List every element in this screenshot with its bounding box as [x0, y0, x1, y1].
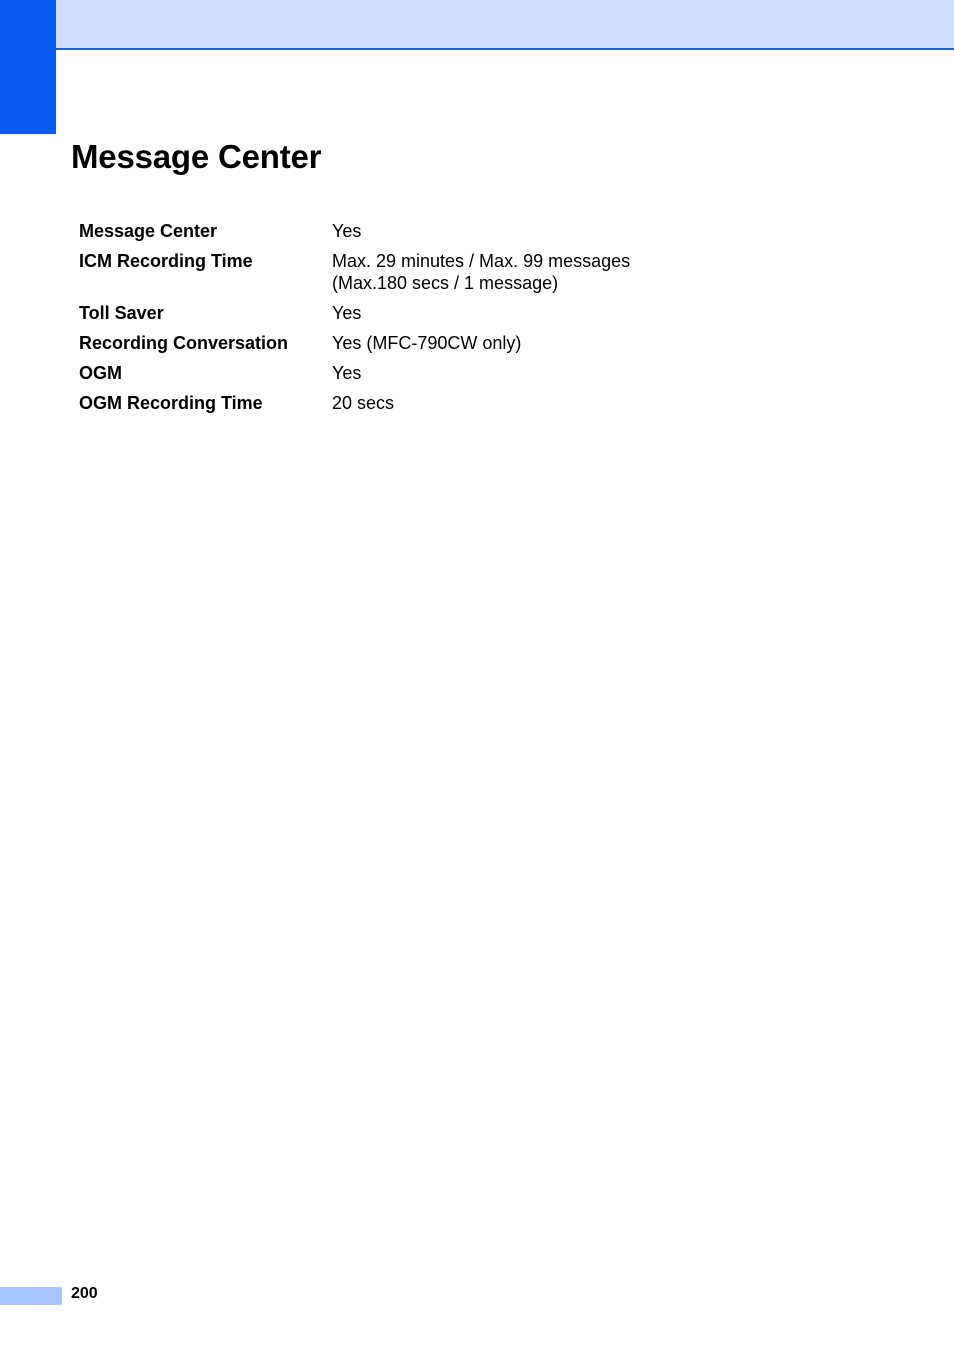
spec-label: OGM Recording Time	[79, 393, 263, 413]
spec-value: Yes	[332, 363, 362, 383]
spec-value: 20 secs	[332, 393, 395, 413]
spec-table	[79, 220, 630, 422]
spec-label: Message Center	[79, 221, 218, 241]
spec-value: Yes	[332, 221, 362, 241]
spec-row	[79, 250, 630, 302]
spec-row	[79, 362, 630, 392]
spec-label: Toll Saver	[79, 303, 164, 323]
footer-band	[0, 1287, 62, 1305]
spec-row	[79, 392, 630, 422]
spec-value: Yes	[332, 303, 362, 323]
spec-label: OGM	[79, 363, 122, 383]
header-band	[56, 0, 954, 50]
spec-label: Recording Conversation	[79, 333, 289, 353]
spec-value: Max. 29 minutes / Max. 99 messages (Max.180 secs / 1 message)	[332, 251, 631, 293]
spec-row	[79, 220, 630, 250]
spec-row	[79, 332, 630, 362]
chapter-side-tab	[0, 0, 56, 134]
spec-label: ICM Recording Time	[79, 251, 253, 271]
page-title: Message Center	[71, 138, 322, 175]
spec-row	[79, 302, 630, 332]
page-number: 200	[71, 1285, 98, 1302]
spec-value: Yes (MFC-790CW only)	[332, 333, 522, 353]
